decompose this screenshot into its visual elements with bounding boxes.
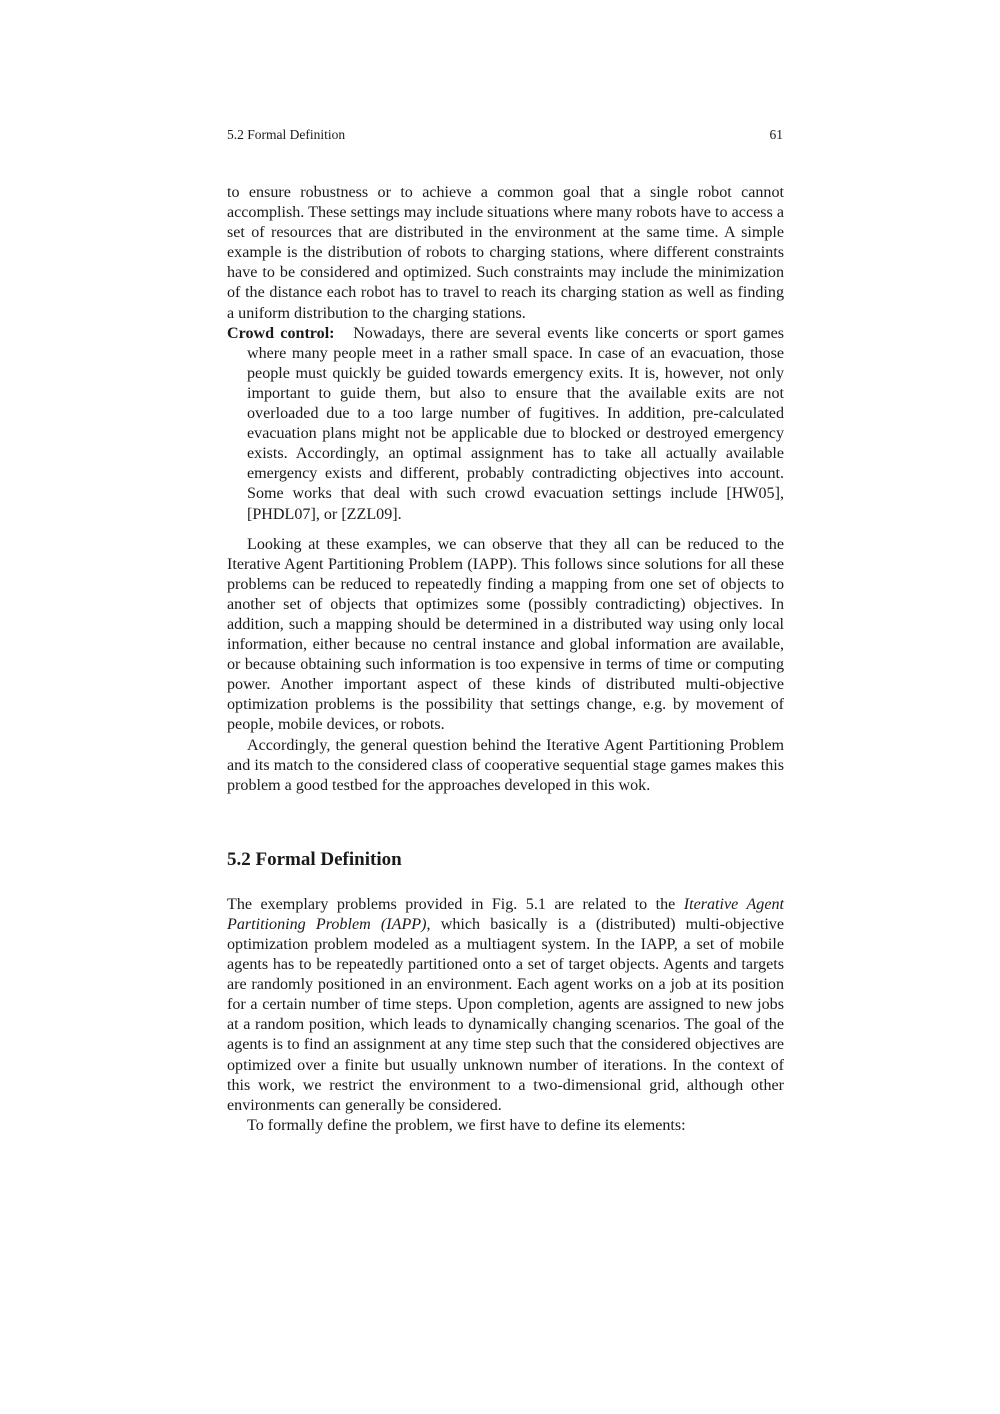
running-head-section: 5.2 Formal Definition	[227, 127, 346, 142]
iapp-term: Iterative Agent Partitioning Problem (IAPP)	[227, 895, 784, 933]
paragraph-examples: Looking at these examples, we can observe that they all can be reduced to the Iterative Agent Partitioning Problem (IAPP). This follows since solutions for all these problems can be reduced to repeatedly finding a mapping from one set of objects to another set of objects that optimizes some (possibly contradicting) objectives. In addition, such a mapping should be determined in a distributed way using only local information, either because no central instance and global information are available, or because obtaining such information is too expensive in terms of time or computing power. Another important aspect of these kinds of distributed multi-objective optimization problems is the possibility that settings change, e.g. by movement of people, mobile devices, or robots.	[227, 535, 784, 734]
paragraph-definition	[227, 895, 784, 1116]
page-number: 61	[769, 127, 783, 142]
section-heading: 5.2 Formal Definition	[227, 848, 402, 870]
paragraph-testbed: Accordingly, the general question behind the Iterative Agent Partitioning Problem and its match to the considered class of cooperative sequential stage games makes this problem a good testbed for the approaches developed in this wok.	[227, 736, 784, 794]
running-head	[227, 127, 783, 143]
paragraph-elements-intro: To formally define the problem, we first have to define its elements:	[247, 1116, 686, 1134]
page-content	[227, 183, 784, 1136]
robot-example-continuation: to ensure robustness or to achieve a common goal that a single robot cannot accomplish. These settings may include situations where many robots have to access a set of resources that are distributed in the environment at the same time. A simple example is the distribution of robots to charging stations, where different constraints have to be considered and optimized. Such constraints may include the minimization of the distance each robot has to travel to reach its charging station as well as finding a uniform distribution to the charging stations.	[227, 184, 784, 322]
definition-text-end: , which basically is a (distributed) multi-objective optimization problem modeled as a multiagent system. In the IAPP, a set of mobile agents has to be repeatedly partitioned onto a set of target objects. Agents and targets are randomly positioned in an environment. Each agent works on a job at its position for a certain number of time steps. Upon completion, agents are assigned to new jobs at a random position, which leads to dynamically changing scenarios. The goal of the agents is to find an assignment at any time step such that the considered objectives are optimized over a finite but usually unknown number of iterations. In the context of this work, we restrict the environment to a two-dimensional grid, although other environments can generally be considered.	[227, 915, 784, 1114]
crowd-control-text: Nowadays, there are several events like concerts or sport games where many people meet in a rather small space. In case of an evacuation, those people must quickly be guided towards emergency exits. It is, however, not only important to guide them, but also to ensure that the available exits are not overloaded due to a too large number of fugitives. In addition, pre-calculated evacuation plans might not be applicable due to blocked or destroyed emergency exists. Accordingly, an optimal assignment has to take all actually available emergency exists and different, probably contradicting objectives into account. Some works that deal with such crowd evacuation settings include [HW05], [PHDL07], or [ZZL09].	[247, 324, 784, 523]
crowd-control-label: Crowd control:	[227, 324, 335, 342]
definition-text-start: The exemplary problems provided in Fig. 5.1 are related to the	[227, 895, 684, 913]
crowd-control-item	[227, 324, 784, 525]
